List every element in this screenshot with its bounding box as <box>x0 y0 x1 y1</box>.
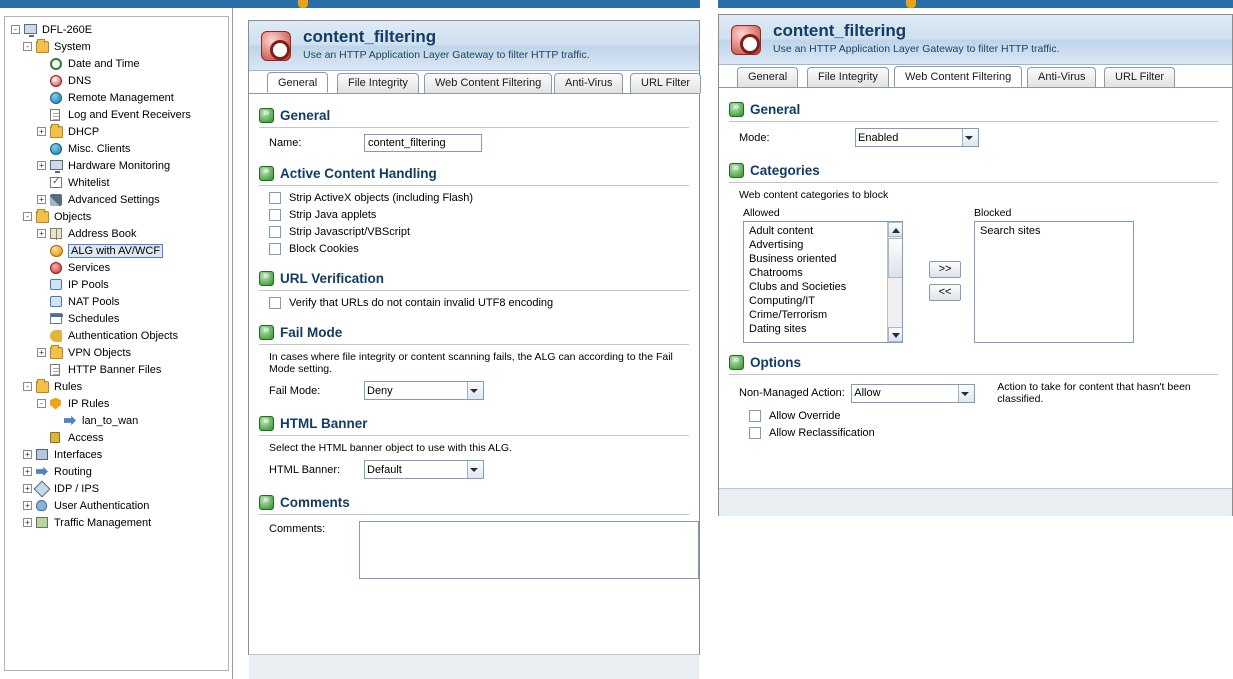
tree-item-http-banner-files[interactable] <box>9 361 226 378</box>
section-arrow-icon <box>259 495 274 510</box>
folder-icon <box>49 346 65 360</box>
checkbox-block-cookies[interactable] <box>269 243 699 255</box>
tree-item-label: IP Pools <box>68 278 109 291</box>
folder-icon <box>35 380 51 394</box>
list-item[interactable]: Adult content <box>749 225 814 237</box>
list-item[interactable]: Dating sites <box>749 323 807 335</box>
divider <box>259 290 689 291</box>
list-item[interactable]: Business oriented <box>749 253 837 265</box>
tree-item-services[interactable] <box>9 259 226 276</box>
checkbox-icon[interactable] <box>269 192 281 204</box>
tree-item-alg-with-av-wcf[interactable] <box>9 242 226 259</box>
section-options-title: Options <box>750 355 801 370</box>
folder-icon <box>35 40 51 54</box>
section-arrow-icon <box>729 102 744 117</box>
dialog-header-left <box>249 21 699 71</box>
clock-icon <box>49 57 65 71</box>
tree-spacer <box>37 280 46 289</box>
section-arrow-icon <box>259 108 274 123</box>
tree-item-label: DFL-260E <box>42 23 93 36</box>
tree-item-objects[interactable] <box>9 208 226 225</box>
non-managed-hint: Action to take for content that hasn't been classified. <box>997 381 1191 405</box>
pool-icon <box>49 278 65 292</box>
checkbox-strip-java[interactable] <box>269 209 699 221</box>
tree-item-routing[interactable] <box>9 463 226 480</box>
tree-item-label: System <box>54 40 91 53</box>
tab-file-integrity[interactable]: File Integrity <box>337 73 419 93</box>
divider <box>259 185 689 186</box>
mode-select-wrap <box>855 128 979 147</box>
doc-icon <box>49 363 65 377</box>
checkbox-label: Allow Reclassification <box>769 427 875 439</box>
tree-item-system[interactable] <box>9 38 226 55</box>
tree-item-label: Hardware Monitoring <box>68 159 171 172</box>
dialog-body-left <box>249 94 699 654</box>
disc-icon <box>49 74 65 88</box>
dialog-subtitle: Use an HTTP Application Layer Gateway to filter HTTP traffic. <box>773 43 1060 55</box>
collapse-icon[interactable]: - <box>37 399 46 408</box>
shield-icon <box>49 397 65 411</box>
section-options <box>729 355 1232 370</box>
tree-item-label: User Authentication <box>54 499 150 512</box>
tree-item-label: IP Rules <box>68 397 110 410</box>
tree-item-label: Schedules <box>68 312 120 325</box>
section-arrow-icon <box>259 416 274 431</box>
comments-label: Comments: <box>269 523 326 535</box>
dialog-footer-left <box>249 654 699 679</box>
divider <box>259 514 689 515</box>
allowed-listbox[interactable] <box>743 221 903 343</box>
tree-item-vpn-objects[interactable] <box>9 344 226 361</box>
navigation-tree <box>5 17 228 533</box>
alg-gear-icon <box>731 25 761 55</box>
section-arrow-icon <box>729 355 744 370</box>
section-general <box>729 102 1232 117</box>
top-strip-right <box>718 0 1233 8</box>
checkbox-icon[interactable] <box>269 243 281 255</box>
section-arrow-icon <box>259 325 274 340</box>
tree-item-label: lan_to_wan <box>82 414 139 427</box>
html-banner-row <box>269 460 699 479</box>
tree-spacer <box>37 314 46 323</box>
collapse-icon[interactable]: - <box>11 25 20 34</box>
expand-icon[interactable]: + <box>23 518 32 527</box>
tree-item-interfaces[interactable] <box>9 446 226 463</box>
tree-spacer <box>37 144 46 153</box>
folder-icon <box>49 125 65 139</box>
comments-row <box>269 521 699 579</box>
checkbox-icon[interactable] <box>269 209 281 221</box>
mode-select[interactable] <box>855 128 979 147</box>
tree-item-label: Address Book <box>68 227 137 240</box>
html-banner-label: HTML Banner: <box>269 463 341 476</box>
checkbox-icon[interactable] <box>749 427 761 439</box>
section-fail-mode <box>259 325 699 340</box>
tree-item-advanced-settings[interactable] <box>9 191 226 208</box>
checkbox-icon[interactable] <box>269 226 281 238</box>
non-managed-action-select[interactable] <box>851 384 975 403</box>
top-strip-marker <box>298 0 308 8</box>
section-categories-title: Categories <box>750 163 820 178</box>
dialog-tabbar-right <box>719 65 1232 88</box>
fail-mode-row <box>269 381 699 400</box>
navigation-tree-panel <box>0 8 233 679</box>
alg-gear-icon <box>261 31 291 61</box>
whitelist-icon <box>49 176 65 190</box>
name-label: Name: <box>269 137 302 149</box>
globe-icon <box>49 142 65 156</box>
checkbox-icon[interactable] <box>749 410 761 422</box>
divider <box>259 344 689 345</box>
tree-item-authentication-objects[interactable] <box>9 327 226 344</box>
collapse-icon[interactable]: - <box>23 42 32 51</box>
divider <box>729 121 1218 122</box>
tree-item-nat-pools[interactable] <box>9 293 226 310</box>
tree-item-rules[interactable] <box>9 378 226 395</box>
list-item[interactable]: Crime/Terrorism <box>749 309 828 321</box>
top-strip-marker-right <box>906 0 916 8</box>
ips-icon <box>35 482 51 496</box>
pool-icon <box>49 295 65 309</box>
expand-icon[interactable]: + <box>23 501 32 510</box>
non-managed-select-wrap <box>851 384 975 403</box>
tab-web-content-filtering[interactable]: Web Content Filtering <box>424 73 552 93</box>
mon-icon <box>23 23 39 37</box>
tree-spacer <box>37 246 46 255</box>
tree-item-dhcp[interactable] <box>9 123 226 140</box>
alg-dialog-wcf <box>718 14 1233 516</box>
html-banner-select[interactable] <box>364 460 484 479</box>
checkbox-label: Strip ActiveX objects (including Flash) <box>289 192 474 204</box>
user-icon <box>35 499 51 513</box>
dialog-title: content_filtering <box>773 21 907 40</box>
tree-spacer <box>37 178 46 187</box>
tree-item-schedules[interactable] <box>9 310 226 327</box>
alg-dialog-general <box>248 20 700 655</box>
tree-item-user-authentication[interactable] <box>9 497 226 514</box>
tab-general[interactable]: General <box>737 67 798 87</box>
checkbox-allow-override[interactable] <box>749 410 1232 422</box>
mode-row <box>739 128 1232 147</box>
section-html-banner-title: HTML Banner <box>280 416 368 431</box>
tree-spacer <box>37 331 46 340</box>
categories-lists <box>739 207 1232 347</box>
tree-item-ip-pools[interactable] <box>9 276 226 293</box>
alg-icon <box>49 244 65 258</box>
tree-item-log-and-event-receivers[interactable] <box>9 106 226 123</box>
section-categories <box>729 163 1232 178</box>
checkbox-label: Verify that URLs do not contain invalid UTF8 encoding <box>289 297 554 309</box>
section-arrow-icon <box>729 163 744 178</box>
fail-mode-label: Fail Mode: <box>269 384 321 397</box>
scroll-thumb[interactable] <box>888 238 903 278</box>
name-input[interactable] <box>364 134 482 152</box>
section-url-verification <box>259 271 699 286</box>
expand-icon[interactable]: + <box>37 127 46 136</box>
tab-url-filter[interactable]: URL Filter <box>1104 67 1175 87</box>
expand-icon[interactable]: + <box>37 195 46 204</box>
tree-item-label: Whitelist <box>68 176 110 189</box>
dialog-footer-right <box>719 488 1232 516</box>
tree-item-ip-rules[interactable] <box>9 395 226 412</box>
list-item[interactable]: Advertising <box>749 239 804 251</box>
fail-mode-select-wrap <box>364 381 484 400</box>
tree-item-label: Traffic Management <box>54 516 152 529</box>
scroll-up-arrow-icon[interactable] <box>888 222 903 237</box>
tree-spacer <box>37 59 46 68</box>
checkbox-label: Strip Javascript/VBScript <box>289 226 411 238</box>
top-strip-left <box>0 0 700 8</box>
section-general-title: General <box>750 102 801 117</box>
collapse-icon[interactable]: - <box>23 212 32 221</box>
checkbox-label: Block Cookies <box>289 243 359 255</box>
blocked-label: Blocked <box>974 207 1012 219</box>
tree-item-label: VPN Objects <box>68 346 131 359</box>
mon-icon <box>49 159 65 173</box>
dialog-tabbar-left <box>249 71 699 94</box>
checkbox-strip-javascript[interactable] <box>269 226 699 238</box>
arrow-icon <box>35 465 51 479</box>
blocked-listbox[interactable] <box>974 221 1134 343</box>
dialog-title: content_filtering <box>303 27 437 46</box>
expand-icon[interactable]: + <box>23 484 32 493</box>
html-banner-description: Select the HTML banner object to use with this ALG. <box>269 442 512 454</box>
tree-spacer <box>37 76 46 85</box>
tree-item-label: HTTP Banner Files <box>68 363 162 376</box>
allowed-list-items <box>744 222 902 336</box>
tree-item-traffic-management[interactable] <box>9 514 226 531</box>
book-icon <box>49 227 65 241</box>
tree-spacer <box>37 433 46 442</box>
name-row <box>269 134 699 152</box>
dialog-header-right <box>719 15 1232 65</box>
divider <box>729 374 1218 375</box>
tree-item-dns[interactable] <box>9 72 226 89</box>
tree-item-idp-ips[interactable] <box>9 480 226 497</box>
calendar-icon <box>49 312 65 326</box>
checkbox-icon[interactable] <box>269 297 281 309</box>
scroll-down-arrow-icon[interactable] <box>888 327 903 342</box>
non-managed-action-label: Non-Managed Action: <box>739 387 845 399</box>
tree-item-label: Advanced Settings <box>68 193 160 206</box>
html-banner-select-wrap <box>364 460 484 479</box>
tree-item-whitelist[interactable] <box>9 174 226 191</box>
wrench-icon <box>49 193 65 207</box>
section-active-content-title: Active Content Handling <box>280 166 437 181</box>
expand-icon[interactable]: + <box>37 229 46 238</box>
tree-item-dfl-260e[interactable] <box>9 21 226 38</box>
arrow-icon <box>63 414 79 428</box>
tree-item-label: DNS <box>68 74 92 87</box>
tab-web-content-filtering[interactable]: Web Content Filtering <box>894 66 1022 87</box>
navigation-tree-scroll[interactable] <box>4 16 229 671</box>
key-icon <box>49 329 65 343</box>
tree-item-label: Objects <box>54 210 92 223</box>
blocked-list-items <box>975 222 1133 238</box>
traffic-icon <box>35 516 51 530</box>
allowed-label: Allowed <box>743 207 780 219</box>
list-item[interactable]: Clubs and Societies <box>749 281 847 293</box>
allowed-scrollbar[interactable] <box>887 222 902 342</box>
tree-spacer <box>37 110 46 119</box>
expand-icon[interactable]: + <box>23 450 32 459</box>
divider <box>259 127 689 128</box>
collapse-icon[interactable]: - <box>23 382 32 391</box>
categories-description: Web content categories to block <box>739 189 889 201</box>
section-general <box>259 108 699 123</box>
expand-icon[interactable]: + <box>37 161 46 170</box>
tree-spacer <box>37 365 46 374</box>
move-right-button[interactable]: >> <box>929 261 961 278</box>
tree-item-lan-to-wan[interactable] <box>9 412 226 429</box>
expand-icon[interactable]: + <box>37 348 46 357</box>
section-arrow-icon <box>259 166 274 181</box>
move-buttons <box>929 261 961 301</box>
doc-icon <box>49 108 65 122</box>
section-html-banner <box>259 416 699 431</box>
tab-anti-virus[interactable]: Anti-Virus <box>554 73 623 93</box>
tree-item-label: Access <box>68 431 104 444</box>
fail-mode-select[interactable] <box>364 381 484 400</box>
section-arrow-icon <box>259 271 274 286</box>
comments-textarea[interactable] <box>359 521 699 579</box>
tree-item-label: Remote Management <box>68 91 174 104</box>
expand-icon[interactable]: + <box>23 467 32 476</box>
tree-item-remote-management[interactable] <box>9 89 226 106</box>
non-managed-action-row <box>739 381 1232 405</box>
lock-icon <box>49 431 65 445</box>
tree-item-hardware-monitoring[interactable] <box>9 157 226 174</box>
tree-item-label: Routing <box>54 465 92 478</box>
tree-item-label: Log and Event Receivers <box>68 108 191 121</box>
list-item[interactable]: Chatrooms <box>749 267 803 279</box>
list-item[interactable]: Search sites <box>980 225 1041 237</box>
section-url-verification-title: URL Verification <box>280 271 385 286</box>
tree-item-misc-clients[interactable] <box>9 140 226 157</box>
tree-spacer <box>51 416 60 425</box>
section-comments <box>259 495 699 510</box>
tree-item-address-book[interactable] <box>9 225 226 242</box>
tree-item-label: Authentication Objects <box>68 329 179 342</box>
divider <box>729 182 1218 183</box>
tree-item-access[interactable] <box>9 429 226 446</box>
checkbox-label: Allow Override <box>769 410 841 422</box>
tree-item-date-and-time[interactable] <box>9 55 226 72</box>
tree-item-label: NAT Pools <box>68 295 120 308</box>
checkbox-label: Strip Java applets <box>289 209 377 221</box>
tree-spacer <box>37 263 46 272</box>
tree-item-label: IDP / IPS <box>54 482 100 495</box>
gearsm-icon <box>49 261 65 275</box>
divider <box>259 435 689 436</box>
section-comments-title: Comments <box>280 495 350 510</box>
tree-item-label: Date and Time <box>68 57 140 70</box>
tab-file-integrity[interactable]: File Integrity <box>807 67 889 87</box>
checkbox-verify-utf8[interactable] <box>269 297 699 309</box>
section-active-content <box>259 166 699 181</box>
tab-general[interactable]: General <box>267 72 328 93</box>
tree-item-label: Services <box>68 261 111 274</box>
section-general-title: General <box>280 108 331 123</box>
move-left-button[interactable]: << <box>929 284 961 301</box>
tree-item-label: Rules <box>54 380 83 393</box>
checkbox-allow-reclassification[interactable] <box>749 427 1232 439</box>
mode-label: Mode: <box>739 131 770 144</box>
fail-mode-description: In cases where file integrity or content scanning fails, the ALG can according to the Fail Mode setting. <box>269 351 673 375</box>
folder-icon <box>35 210 51 224</box>
net-icon <box>35 448 51 462</box>
list-item[interactable]: Computing/IT <box>749 295 816 307</box>
globe-icon <box>49 91 65 105</box>
checkbox-strip-activex[interactable] <box>269 192 699 204</box>
section-fail-mode-title: Fail Mode <box>280 325 343 340</box>
tab-anti-virus[interactable]: Anti-Virus <box>1027 67 1096 87</box>
tree-item-label: Interfaces <box>54 448 103 461</box>
tree-item-label: DHCP <box>68 125 100 138</box>
tree-spacer <box>37 297 46 306</box>
tree-item-label: ALG with AV/WCF <box>68 244 163 258</box>
dialog-subtitle: Use an HTTP Application Layer Gateway to filter HTTP traffic. <box>303 49 590 61</box>
tab-url-filter[interactable]: URL Filter <box>630 73 701 93</box>
tree-item-label: Misc. Clients <box>68 142 131 155</box>
tree-spacer <box>37 93 46 102</box>
dialog-body-right <box>719 88 1232 488</box>
